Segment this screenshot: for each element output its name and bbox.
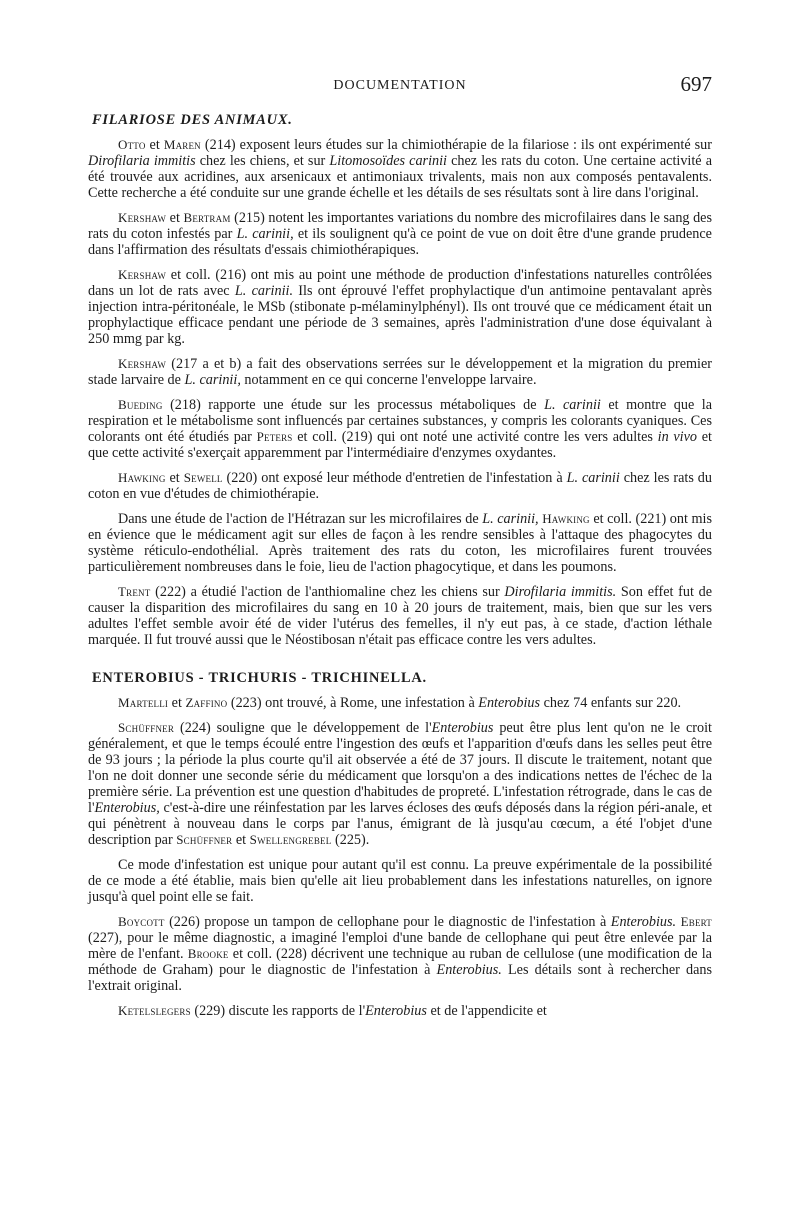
text-run: chez les chiens, et sur (195, 153, 330, 169)
author-name: Peters (256, 429, 293, 444)
author-name: Brooke (187, 946, 229, 961)
text-run: et (166, 210, 184, 226)
italic-term: Dirofilaria immitis. (504, 584, 617, 600)
italic-term: L. carinii (544, 397, 601, 413)
paragraph (88, 695, 712, 711)
text-run: Son effet fut de causer la disparition des microfilaires du sang en 10 à 20 jours de traitement, mais, bien que sur les vers adultes l'effet semble avoir été de vider l'utérus des femelles, il n'y eut pas, à ce stade, d'action léthale marquée. Il fut trouvé aussi que le Néostibosan n'était pas efficace contre les vers adultes. (88, 584, 712, 648)
text-run: (217 a et b) a fait des observations serrées sur le développement et la migration du premier stade larvaire de (88, 356, 712, 388)
author-name: Swellengrebel (249, 832, 332, 847)
text-run: et montre que la respiration et le métabolisme sont influencés par certaines substances, y compris les colorants cyaniques. Ces colorants ont été étudiés par (88, 397, 712, 445)
italic-term: L. carinii (566, 470, 620, 486)
text-run: (227), pour le même diagnostic, a imaginé l'emploi d'une bande de cellophane qui peut être enlevée par la mère de l'enfant. (88, 930, 712, 962)
paragraph (88, 397, 712, 461)
text-run: et coll. (221) ont mis en évience que le médicament agit sur elles de façon à les rendre sensibles à l'attaque des phagocytes du système réticulo-endothélial. Après traitement des rats du coton, les microfilaires furent trouvées particulièrement nombreuses dans le foie, lieu de l'action phagocytique, et dans les poumons. (88, 511, 713, 575)
paragraph (88, 267, 712, 347)
document-page (88, 72, 712, 1028)
italic-term: Enterobius (478, 695, 541, 711)
text-run: et coll. (228) décrivent une technique au ruban de cellulose (une modification de la méthode de Graham) pour le diagnostic de l'infestation à (88, 946, 712, 978)
author-name: Kershaw (118, 210, 167, 225)
author-name: Martelli (118, 695, 169, 710)
text-run: et coll. (219) qui ont noté une activité contre les vers adultes (292, 429, 658, 445)
italic-term: Enterobius (431, 720, 494, 736)
author-name: Schüffner (118, 720, 175, 735)
author-name: Ketelslegers (118, 1003, 191, 1018)
author-name: Zaffino (185, 695, 228, 710)
author-name: Trent (118, 584, 151, 599)
text-run: et que cette activité s'exerçait apparemment par l'intermédiaire d'enzymes oxydantes. (88, 429, 712, 461)
paragraph (88, 210, 712, 258)
text-run: (226) propose un tampon de cellophane pour le diagnostic de l'infestation à (164, 914, 611, 930)
author-name: Otto (118, 137, 146, 152)
paragraph (88, 356, 712, 388)
paragraph (88, 511, 712, 575)
italic-term: in vivo (657, 429, 698, 445)
paragraph (88, 470, 712, 502)
section-body-filariose (88, 137, 712, 648)
text-run: (215) notent les importantes variations du nombre des microfilaires dans le sang des rats du coton infestés par (88, 210, 712, 242)
italic-term: Enterobius, (94, 800, 160, 816)
italic-term: Enterobius. (436, 962, 502, 978)
text-run: et (165, 470, 184, 486)
text-run: Ils ont éprouvé l'effet prophylactique d'un antimoine pentavalant après injection intra-péritonéale, le MSb (stibonate p-mélaminylphényl). Ils ont trouvé que ce médicament était un prophylactique efficace pendant une période de 3 semaines, après l'administration d'une dose équivalant à 250 mmg par kg. (88, 283, 712, 347)
text-run: (224) souligne que le développement de l' (174, 720, 432, 736)
text-run: (225). (331, 832, 370, 848)
italic-term: L. carinii, (482, 511, 539, 527)
text-run: Dans une étude de l'action de l'Hétrazan sur les microfilaires de (118, 511, 483, 527)
text-run: (223) ont trouvé, à Rome, une infestation à (227, 695, 479, 711)
text-run: (220) ont exposé leur méthode d'entretien de l'infestation à (222, 470, 567, 486)
text-run: chez les rats du coton. Une certaine activité a été trouvée aux acridines, aux arsenicaux et antimoniaux trivalents, mais non aux composés pentavalents. Cette recherche a été conduite sur une grande échelle et les détails de ses résultats sont à lire dans l'original. (88, 153, 713, 201)
italic-term: L. carinii, (184, 372, 241, 388)
author-name: Boycott (118, 914, 165, 929)
text-run: (229) discute les rapports de l' (190, 1003, 366, 1019)
text-run: (214) exposent leurs études sur la chimiothérapie de la filariose : ils ont expérimenté sur (200, 137, 712, 153)
author-name: Hawking (118, 470, 166, 485)
text-run: et de l'appendicite et (426, 1003, 547, 1019)
author-name: Schüffner (176, 832, 233, 847)
text-run: Ce mode d'infestation est unique pour autant qu'il est connu. La preuve expérimentale de la possibilité de ce mode a été établie, mais bien qu'elle ait lieu probablement dans les infestations naturelles, on ignore jusqu'à quel point elle se fait. (88, 857, 712, 905)
running-header (88, 72, 712, 100)
text-run: et (145, 137, 164, 153)
text-run: et (168, 695, 186, 711)
section-heading-filariose: FILARIOSE DES ANIMAUX. (92, 112, 293, 128)
italic-term: Litomosoïdes carinii (329, 153, 448, 169)
text-run: Les détails sont à rechercher dans l'extrait original. (88, 962, 712, 994)
paragraph (88, 720, 712, 848)
italic-term: Enterobius (365, 1003, 427, 1019)
author-name: Maren (163, 137, 201, 152)
text-run: notamment en ce qui concerne l'enveloppe larvaire. (240, 372, 537, 388)
paragraph (88, 914, 712, 994)
text-run: et (232, 832, 250, 848)
text-run: et coll. (216) ont mis au point une méthode de production d'infestations naturelles contrôlées dans un lot de rats avec (88, 267, 712, 299)
author-name: Bueding (118, 397, 163, 412)
section-body-enterobius (88, 695, 712, 1019)
author-name: Hawking (542, 511, 590, 526)
paragraph (88, 1003, 712, 1019)
italic-term: L. carinii. (234, 283, 293, 299)
text-run: c'est-à-dire une réinfestation par les larves écloses des œufs déposés dans la région péri-anale, et qui pénètrent à nouveau dans le corps par l'anus, émigrant de là jusqu'au cœcum, a été l'objet d'une description par (88, 800, 712, 848)
text-run: (218) rapporte une étude sur les processus métaboliques de (162, 397, 545, 413)
paragraph (88, 137, 712, 201)
italic-term: Dirofilaria immitis (88, 153, 196, 169)
author-name: Kershaw (118, 356, 167, 371)
paragraph (88, 584, 712, 648)
section-heading-enterobius: ENTEROBIUS - TRICHURIS - TRICHINELLA. (92, 670, 427, 686)
text-run: chez 74 enfants sur 220. (540, 695, 682, 711)
author-name: Kershaw (118, 267, 167, 282)
page-number: 697 (680, 72, 712, 96)
running-title: DOCUMENTATION (333, 78, 467, 93)
author-name: Bertram (183, 210, 231, 225)
author-name: Ebert (680, 914, 712, 929)
text-run: (222) a étudié l'action de l'anthiomaline chez les chiens sur (150, 584, 505, 600)
italic-term: L. carinii (236, 226, 291, 242)
author-name: Sewell (183, 470, 223, 485)
text-run: peut être plus lent qu'on ne le croit généralement, et que le temps écoulé entre l'ingestion des œufs et l'apparition d'œufs dans les selles peut être de 93 jours ; la période la plus courte qu'il ait observée a été de 37 jours. Il discute le traitement, notant que l'on ne doit donner une seconde série du médicament que lorsqu'on a des indications nettes de l'échec de la première série. La prévention est une question d'habitudes de propreté. L'infestation rétrograde, dans le cas de l' (88, 720, 712, 816)
text-run: , et ils soulignent qu'à ce point de vue on doit être d'une grande prudence dans l'affirmation des résultats d'essais chimiothérapiques. (88, 226, 712, 258)
text-run: chez les rats du coton en vue d'études de chimiothérapie. (88, 470, 712, 502)
paragraph (88, 857, 712, 905)
italic-term: Enterobius. (610, 914, 677, 930)
